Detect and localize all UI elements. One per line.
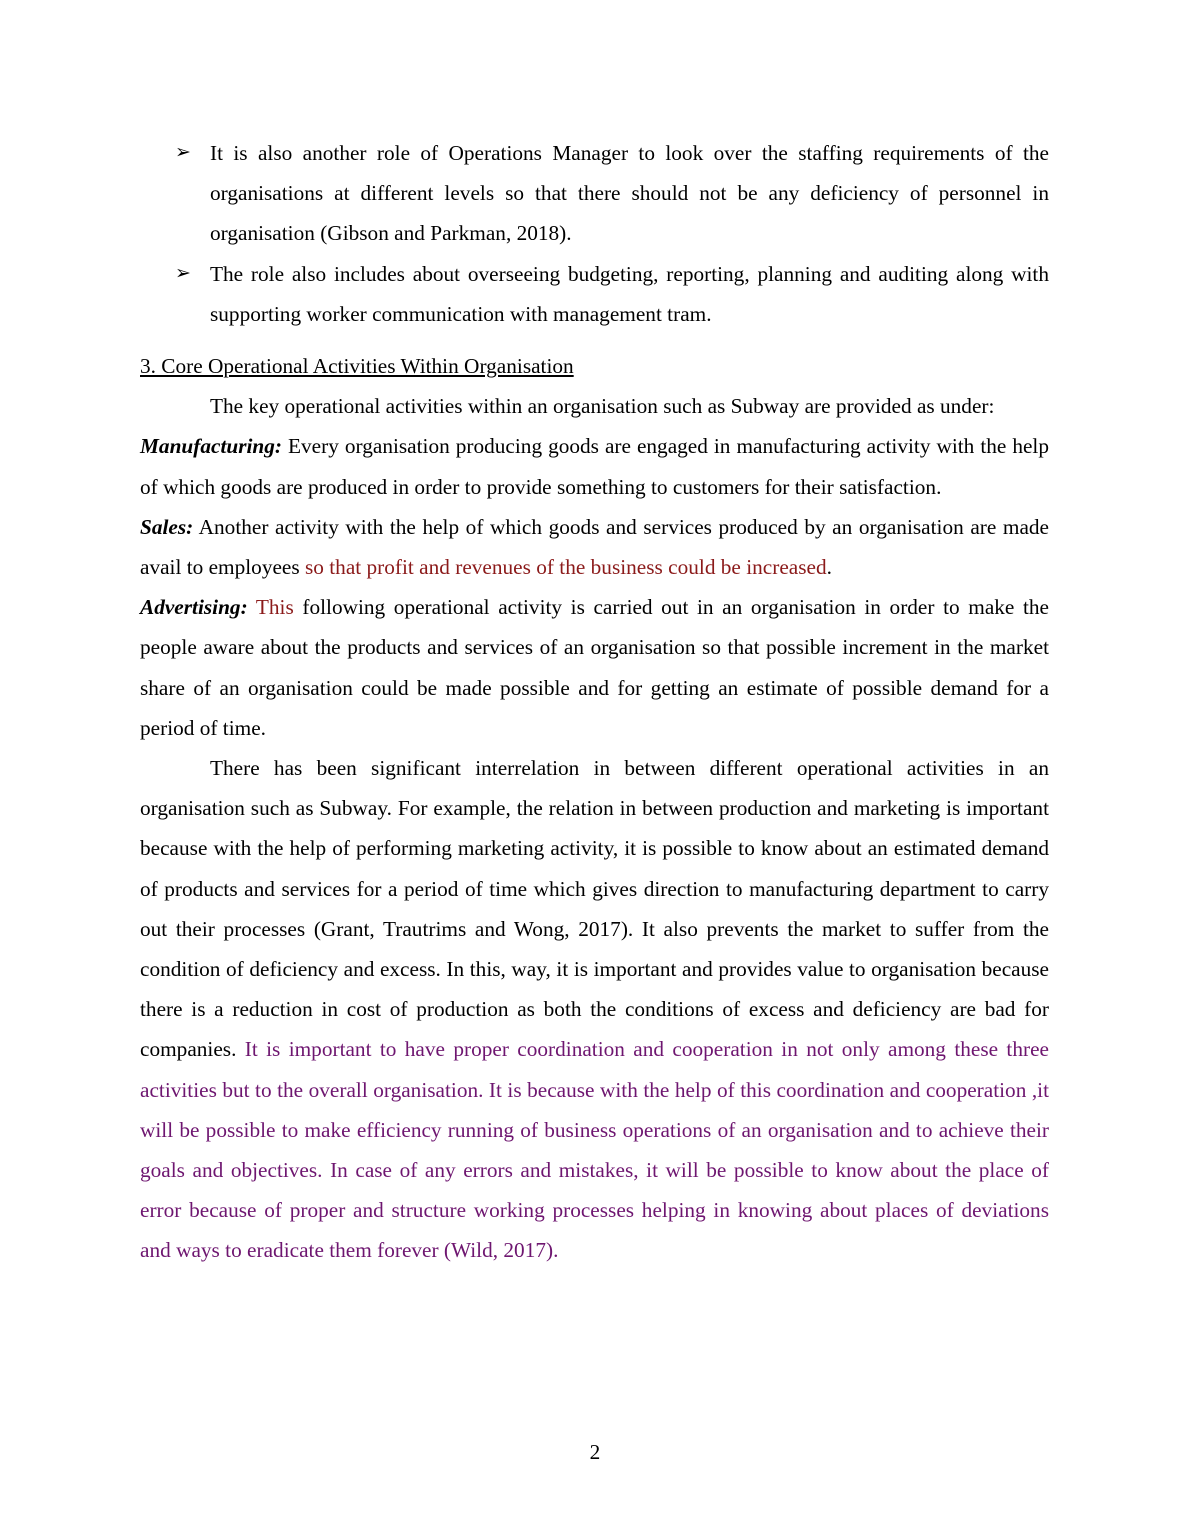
sales-highlight: so that profit and revenues of the business could be increased xyxy=(305,555,827,580)
arrow-bullet-icon: ➢ xyxy=(175,262,191,284)
advertising-highlight: This xyxy=(247,595,294,620)
arrow-bullet-icon: ➢ xyxy=(175,142,191,163)
sales-term: Sales: xyxy=(140,514,194,539)
bullet-text: The role also includes about overseeing budgeting, reporting, planning and auditing along with supporting worker communication with management tram. xyxy=(210,261,1049,326)
bullet-text: It is also another role of Operations Manager to look over the staffing requirements of the organisations at different levels so that there should not be any deficiency of personnel in organisation (Gibson and Parkman, 2018). xyxy=(210,141,1049,246)
interrelation-text: There has been significant interrelation in between different operational activities in an organisation such as Subway. For example, the relation in between production and marketing is important because with the help of performing marketing activity, it is possible to know about an estimated demand of products and services for a period of time which gives direction to manufacturing department to carry out their processes (Grant, Trautrims and Wong, 2017). It also prevents the market to suffer from the condition of deficiency and excess. In this, way, it is important and provides value to organisation because there is a reduction in cost of production as both the conditions of excess and deficiency are bad for companies. xyxy=(140,756,1049,1062)
sales-end: . xyxy=(826,555,832,580)
manufacturing-paragraph xyxy=(140,426,1049,506)
interrelation-highlight: It is important to have proper coordination and cooperation in not only among these three activities but to the overall organisation. It is because with the help of this coordination and cooperation ,it will be possible to make efficiency running of business operations of an organisation and to achieve their goals and objectives. In case of any errors and mistakes, it will be possible to know about the place of error because of proper and structure working processes helping in knowing about places of deviations and ways to eradicate them forever (Wild, 2017). xyxy=(140,1037,1049,1263)
manufacturing-term: Manufacturing: xyxy=(140,434,283,459)
sales-text: Another activity with the help of which goods and services produced by an organisation are made avail to employees xyxy=(140,514,1049,580)
interrelation-paragraph xyxy=(140,748,1049,1271)
section-heading: 3. Core Operational Activities Within Organisation xyxy=(140,354,574,379)
intro-paragraph: The key operational activities within an organisation such as Subway are provided as under: xyxy=(210,394,995,419)
bullet-item xyxy=(140,254,1049,334)
document-body xyxy=(140,133,1049,1271)
sales-paragraph xyxy=(140,507,1049,587)
advertising-term: Advertising: xyxy=(140,595,248,620)
manufacturing-text: Every organisation producing goods are engaged in manufacturing activity with the help of which goods are produced in order to provide something to customers for their satisfaction. xyxy=(140,434,1049,499)
advertising-paragraph xyxy=(140,587,1049,748)
page-number: 2 xyxy=(589,1440,601,1464)
bullet-item xyxy=(140,133,1049,254)
advertising-text: following operational activity is carried out in an organisation in order to make the people aware about the products and services of an organisation so that possible increment in the market share of an organisation could be made possible and for getting an estimate of possible demand for a period of time. xyxy=(140,595,1049,740)
